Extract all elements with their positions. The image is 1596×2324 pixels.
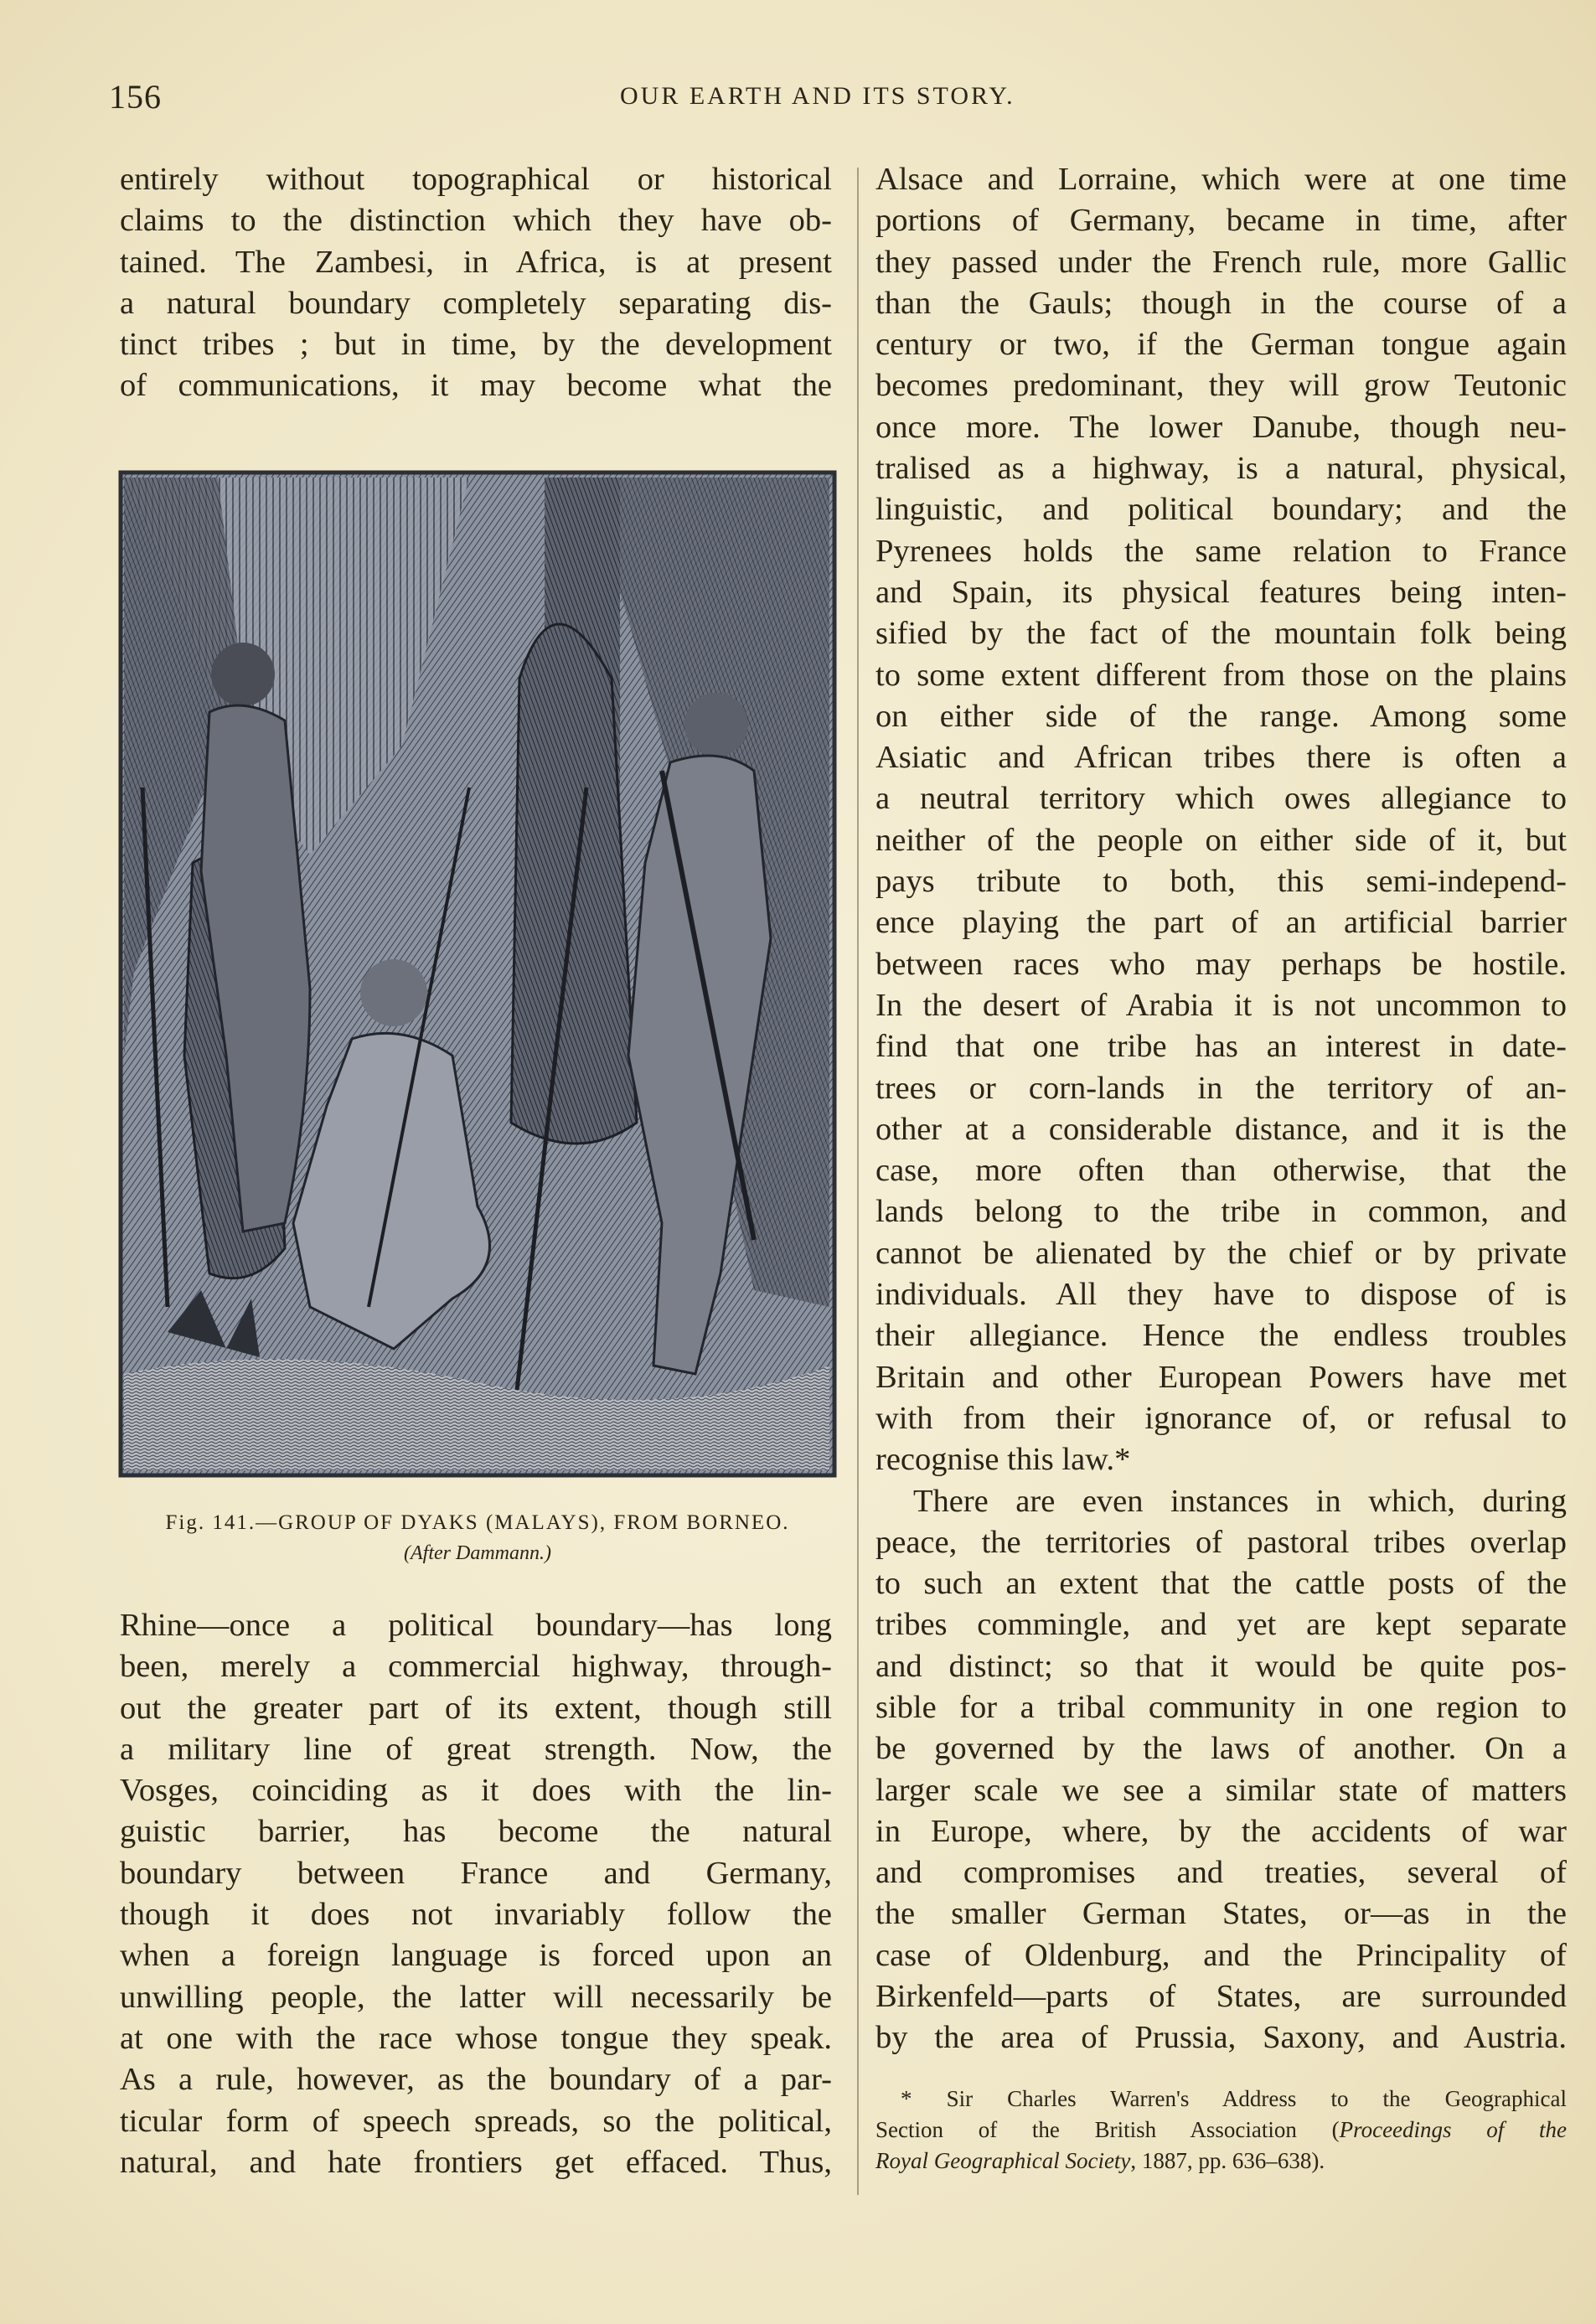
text-line: sified by the fact of the mountain folk being <box>875 616 1567 652</box>
text-line: they passed under the French rule, more Gallic <box>875 244 1567 280</box>
text-line: of communications, it may become what the <box>120 368 832 404</box>
text-line: There are even instances in which, during <box>913 1483 1567 1519</box>
text-line: by the area of Prussia, Saxony, and Austria. <box>875 2020 1567 2056</box>
text-line: lands belong to the tribe in common, and <box>875 1194 1567 1230</box>
text-line: case, more often than otherwise, that the <box>875 1153 1567 1189</box>
text-line: on either side of the range. Among some <box>875 698 1567 734</box>
text-line: individuals. All they have to dispose of is <box>875 1277 1567 1313</box>
right-column-text <box>875 159 1567 2059</box>
left-column-top-text <box>120 159 832 407</box>
footnote-italic: Proceedings of the <box>1339 2117 1567 2142</box>
text-line: trees or corn-lands in the territory of an- <box>875 1070 1567 1106</box>
footnote-text: Section of the British Association ( <box>875 2117 1340 2142</box>
text-line: the smaller German States, or—as in the <box>875 1896 1567 1932</box>
footnote <box>875 2084 1567 2177</box>
text-line: and distinct; so that it would be quite pos- <box>875 1648 1567 1684</box>
page-header <box>109 77 1533 127</box>
footnote-line <box>875 2115 1567 2146</box>
text-line: natural, and hate frontiers get effaced. Thus, <box>120 2144 832 2180</box>
text-line: and compromises and treaties, several of <box>875 1855 1567 1891</box>
text-line: their allegiance. Hence the endless troubles <box>875 1318 1567 1354</box>
text-line: boundary between France and Germany, <box>120 1855 832 1891</box>
text-line: portions of Germany, became in time, after <box>875 203 1567 239</box>
figure-caption <box>117 1508 838 1568</box>
text-line: unwilling people, the latter will necessarily be <box>120 1979 832 2015</box>
text-line: century or two, if the German tongue again <box>875 327 1567 363</box>
text-line: tinct tribes ; but in time, by the development <box>120 327 832 363</box>
text-line: a neutral territory which owes allegiance to <box>875 781 1567 817</box>
text-line: at one with the race whose tongue they speak. <box>120 2020 832 2056</box>
text-line: tribes commingle, and yet are kept separate <box>875 1607 1567 1643</box>
text-line: larger scale we see a similar state of matters <box>875 1772 1567 1808</box>
text-line: cannot be alienated by the chief or by private <box>875 1235 1567 1271</box>
caption-credit: (After Dammann.) <box>404 1542 551 1564</box>
text-line: linguistic, and political boundary; and the <box>875 492 1567 528</box>
text-line: As a rule, however, as the boundary of a par- <box>120 2062 832 2098</box>
text-line: ence playing the part of an artificial barrier <box>875 905 1567 941</box>
footnote-line: * Sir Charles Warren's Address to the Geographical <box>901 2086 1567 2111</box>
text-line: once more. The lower Danube, though neu- <box>875 409 1567 445</box>
text-line: guistic barrier, has become the natural <box>120 1814 832 1850</box>
text-line: though it does not invariably follow the <box>120 1897 832 1933</box>
text-line: out the greater part of its extent, though still <box>120 1690 832 1726</box>
text-line: Alsace and Lorraine, which were at one time <box>875 162 1567 197</box>
text-line: pays tribute to both, this semi-independ- <box>875 864 1567 900</box>
text-line: Rhine—once a political boundary—has long <box>120 1608 832 1643</box>
page-number: 156 <box>109 78 162 116</box>
text-line: Asiatic and African tribes there is often a <box>875 740 1567 776</box>
text-line: tained. The Zambesi, in Africa, is at present <box>120 244 832 280</box>
text-line: entirely without topographical or historical <box>120 162 832 197</box>
text-line: been, merely a commercial highway, through- <box>120 1649 832 1685</box>
text-line: in Europe, where, by the accidents of war <box>875 1813 1567 1849</box>
text-line: becomes predominant, they will grow Teutonic <box>875 368 1567 404</box>
text-line: sible for a tribal community in one region to <box>875 1689 1567 1725</box>
footnote-text: , 1887, pp. 636–638). <box>1130 2148 1325 2173</box>
text-line: to some extent different from those on the plains <box>875 657 1567 693</box>
caption-title: Fig. 141.—GROUP OF DYAKS (MALAYS), FROM BORNEO. <box>165 1511 790 1534</box>
text-line: In the desert of Arabia it is not uncommon to <box>875 987 1567 1023</box>
footnote-line <box>875 2146 1567 2177</box>
text-line: other at a considerable distance, and it is the <box>875 1111 1567 1147</box>
text-line: recognise this law.* <box>875 1442 1131 1478</box>
text-line: than the Gauls; though in the course of a <box>875 285 1567 321</box>
text-line: case of Oldenburg, and the Principality of <box>875 1937 1567 1973</box>
text-line: Birkenfeld—parts of States, are surrounded <box>875 1979 1567 2015</box>
text-line: a military line of great strength. Now, the <box>120 1731 832 1767</box>
text-line: and Spain, its physical features being inten- <box>875 574 1567 610</box>
text-line: neither of the people on either side of it, but <box>875 822 1567 858</box>
text-line: to such an extent that the cattle posts of the <box>875 1566 1567 1602</box>
engraving-illustration <box>117 469 838 1479</box>
engraving-figure <box>117 469 838 1479</box>
text-line: when a foreign language is forced upon an <box>120 1938 832 1974</box>
left-column-bottom-text <box>120 1605 832 2183</box>
column-divider <box>857 168 859 2195</box>
text-line: peace, the territories of pastoral tribes overlap <box>875 1524 1567 1560</box>
text-line: Vosges, coinciding as it does with the lin- <box>120 1773 832 1809</box>
text-line: find that one tribe has an interest in date- <box>875 1029 1567 1065</box>
text-line: be governed by the laws of another. On a <box>875 1731 1567 1767</box>
text-line: between races who may perhaps be hostile. <box>875 946 1567 982</box>
text-line: Britain and other European Powers have met <box>875 1359 1567 1395</box>
text-line: ticular form of speech spreads, so the political, <box>120 2103 832 2139</box>
text-line: Pyrenees holds the same relation to France <box>875 533 1567 569</box>
text-line: claims to the distinction which they have ob- <box>120 203 832 239</box>
text-line: a natural boundary completely separating dis- <box>120 285 832 321</box>
text-line: with from their ignorance of, or refusal to <box>875 1400 1567 1436</box>
text-line: tralised as a highway, is a natural, physical, <box>875 451 1567 487</box>
footnote-italic: Royal Geographical Society <box>875 2148 1131 2173</box>
running-title: OUR EARTH AND ITS STORY. <box>620 82 1015 110</box>
